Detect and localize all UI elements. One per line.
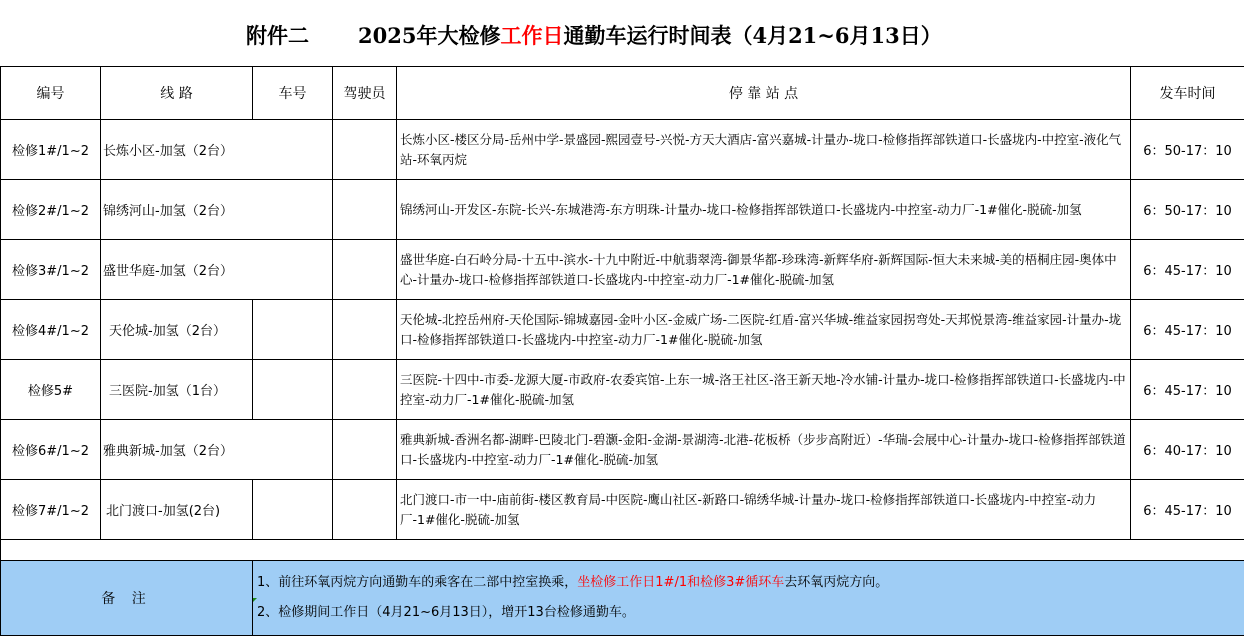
row-route: 天伦城-加氢（2台） [101,300,253,360]
remarks-row [1,561,1244,636]
header-driver: 驾驶员 [333,67,397,120]
row-time: 6：45-17：10 [1131,300,1244,360]
title-part-1: 2025年大检修 [358,23,500,48]
row-time: 6：45-17：10 [1131,240,1244,300]
table-row [1,420,1244,480]
row-driver [333,420,397,480]
table-row [1,300,1244,360]
row-id: 检修2#/1~2 [1,180,101,240]
row-id: 检修7#/1~2 [1,480,101,540]
row-driver [333,240,397,300]
row-car [253,480,333,540]
row-car [253,360,333,420]
row-driver [333,180,397,240]
row-id: 检修4#/1~2 [1,300,101,360]
table-header-row [1,67,1244,120]
row-stops: 三医院-十四中-市委-龙源大厦-市政府-农委宾馆-上东一城-洛王社区-洛王新天地-冷水铺-计量办-垅口-检修指挥部铁道口-长盛垅内-中控室-动力厂-1#催化-脱硫-加氢 [397,360,1131,420]
header-car: 车号 [253,67,333,120]
document-title [0,0,1244,66]
row-route: 锦绣河山-加氢（2台） [101,180,333,240]
row-stops: 盛世华庭-白石岭分局-十五中-滨水-十九中附近-中航翡翠湾-御景华都-珍珠湾-新辉华府-新辉国际-恒大未来城-美的梧桐庄园-奥体中心-计量办-垅口-检修指挥部铁道口-长盛垅内-中控室-动力厂-1#催化-脱硫-加氢 [397,240,1131,300]
title-part-2: 通勤车运行时间表（4月21~6月13日） [563,23,941,48]
row-stops: 北门渡口-市一中-庙前街-楼区教育局-中医院-鹰山社区-新路口-锦绣华城-计量办-垅口-检修指挥部铁道口-长盛垅内-中控室-动力厂-1#催化-脱硫-加氢 [397,480,1131,540]
row-id: 检修1#/1~2 [1,120,101,180]
row-time: 6：50-17：10 [1131,120,1244,180]
row-car [253,300,333,360]
remark-line-2: 2、检修期间工作日（4月21~6月13日），增开13台检修通勤车。 [257,598,1244,628]
remark-line-1: 1、前往环氧丙烷方向通勤车的乘客在二部中控室换乘，坐检修工作日1#/1和检修3#循环车去环氧丙烷方向。 [257,568,1244,598]
row-stops: 锦绣河山-开发区-东院-长兴-东城港湾-东方明珠-计量办-垅口-检修指挥部铁道口-长盛垅内-中控室-动力厂-1#催化-脱硫-加氢 [397,180,1131,240]
row-time: 6：40-17：10 [1131,420,1244,480]
header-route: 线 路 [101,67,253,120]
header-time: 发车时间 [1131,67,1244,120]
row-driver [333,120,397,180]
row-id: 检修6#/1~2 [1,420,101,480]
row-time: 6：45-17：10 [1131,480,1244,540]
schedule-table [0,66,1244,636]
row-route: 盛世华庭-加氢（2台） [101,240,333,300]
header-id: 编号 [1,67,101,120]
row-driver [333,480,397,540]
table-row [1,240,1244,300]
remark-highlight: 坐检修工作日1#/1和检修3#循环车 [577,575,784,590]
row-route: 雅典新城-加氢（2台） [101,420,333,480]
row-stops: 雅典新城-香洲名都-湖畔-巴陵北门-碧灏-金阳-金湖-景湖湾-北港-花板桥（步步高附近）-华瑞-会展中心-计量办-垅口-检修指挥部铁道口-长盛垅内-中控室-动力厂-1#催化-脱硫-加氢 [397,420,1131,480]
row-id: 检修3#/1~2 [1,240,101,300]
title-highlight: 工作日 [500,23,563,48]
remarks-content [253,561,1244,636]
row-route: 三医院-加氢（1台） [101,360,253,420]
row-time: 6：45-17：10 [1131,360,1244,420]
row-driver [333,360,397,420]
table-row [1,120,1244,180]
remarks-label: 备 注 [1,561,253,636]
header-stops: 停 靠 站 点 [397,67,1131,120]
cell-comment-indicator-icon [253,598,257,602]
row-time: 6：50-17：10 [1131,180,1244,240]
attachment-label: 附件二 [246,20,309,50]
spacer-row [1,540,1244,561]
table-row [1,180,1244,240]
row-stops: 长炼小区-楼区分局-岳州中学-景盛园-熙园壹号-兴悦-方天大酒店-富兴嘉城-计量办-垅口-检修指挥部铁道口-长盛垅内-中控室-液化气站-环氧丙烷 [397,120,1131,180]
row-route: 北门渡口-加氢(2台) [101,480,253,540]
table-row [1,480,1244,540]
row-stops: 天伦城-北控岳州府-天伦国际-锦城嘉园-金叶小区-金威广场-二医院-红盾-富兴华城-维益家园拐弯处-天邦悦景湾-维益家园-计量办-垅口-检修指挥部铁道口-长盛垅内-中控室-动力厂-1#催化-脱硫-加氢 [397,300,1131,360]
schedule-title [358,20,942,50]
row-driver [333,300,397,360]
row-id: 检修5# [1,360,101,420]
table-row [1,360,1244,420]
row-route: 长炼小区-加氢（2台） [101,120,333,180]
